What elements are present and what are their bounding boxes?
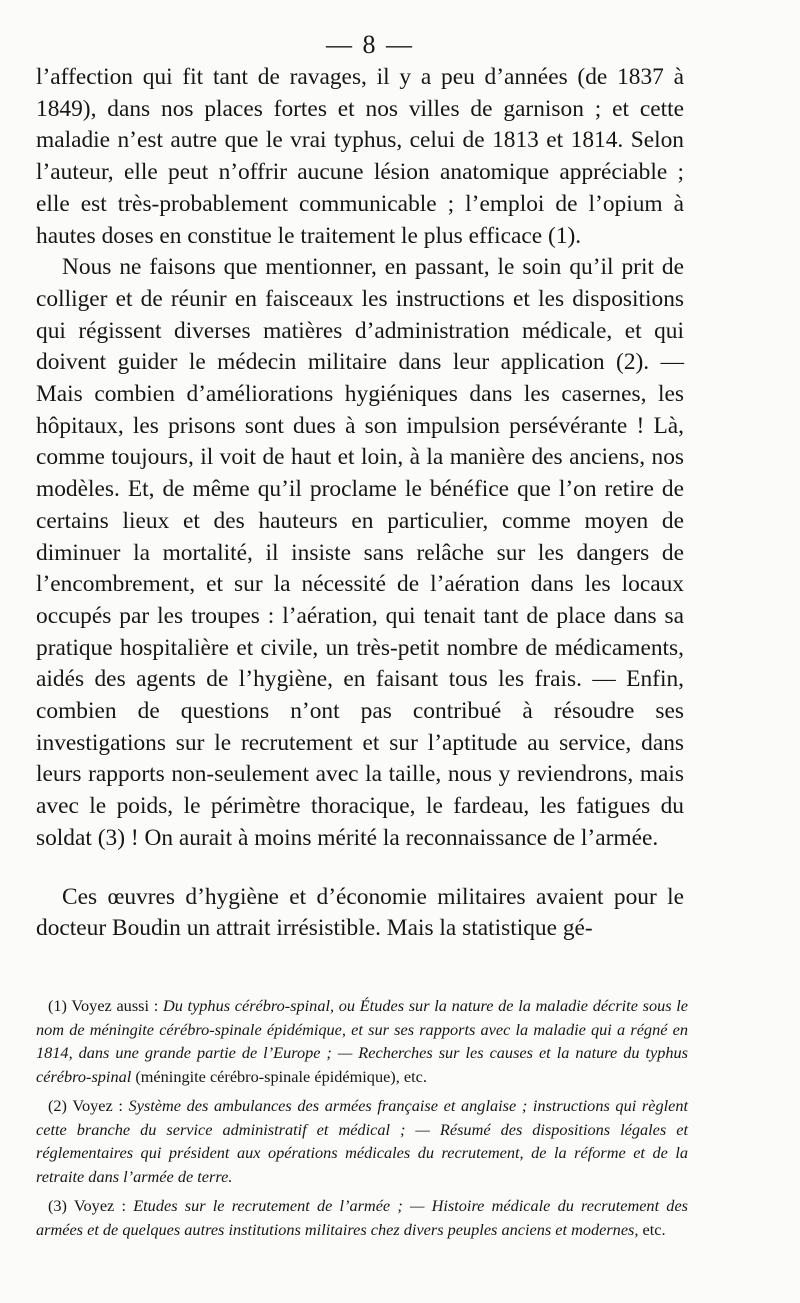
- footnote-1-marker: (1) Voyez aussi :: [48, 996, 159, 1015]
- footnote-2-title: Système des ambulances des armées française et anglaise ; instructions qui règlent cette branche du service administratif et médical ; — Résumé des dispositions légales et réglementaires qui président aux opérations médicales du recrutement, de la réforme et de la retraite dans l’armée de terre.: [36, 1096, 688, 1186]
- footnote-2: [36, 1094, 688, 1188]
- footnote-3-marker: (3) Voyez :: [48, 1196, 127, 1215]
- page-number: — 8 —: [326, 30, 414, 59]
- footnote-3: [36, 1194, 688, 1241]
- footnote-1-tail: (méningite cérébro-spinale épidémique), etc.: [135, 1066, 427, 1086]
- footnote-3-title: Etudes sur le recrutement de l’armée ; — Histoire médicale du recrutement des armées et de quelques autres institutions militaires chez divers peuples anciens et modernes,: [36, 1196, 689, 1239]
- footnote-3-tail: etc.: [642, 1219, 666, 1239]
- paragraph-1: l’affection qui fit tant de ravages, il y a peu d’années (de 1837 à 1849), dans nos places fortes et nos villes de garnison ; et cette maladie n’est autre que le vrai typhus, celui de 1813 et 1814. Selon l’auteur, elle peut n’offrir aucune lésion anatomique appréciable ; elle est très-probablement communicable ; l’emploi de l’opium à hautes doses en constitue le traitement le plus efficace (1).: [36, 64, 684, 249]
- footnote-1-title: Du typhus cérébro-spinal, ou Études sur la nature de la maladie décrite sous le nom de méningite cérébro-spinale épidémique, et sur ses rapports avec la maladie qui a régné en 1814, dans une grande partie de l’Europe ; — Recherches sur les causes et la nature du typhus cérébro-spinal: [36, 996, 689, 1086]
- paragraph-3: Ces œuvres d’hygiène et d’économie militaires avaient pour le docteur Boudin un attrait irrésistible. Mais la statistique gé-: [36, 883, 684, 942]
- footnote-1: [36, 994, 688, 1088]
- paragraph-2: Nous ne faisons que mentionner, en passant, le soin qu’il prit de colliger et de réunir en faisceaux les instructions et les dispositions qui régissent diverses matières d’administration médicale, et qui doivent guider le médecin militaire dans leur application (2). — Mais combien d’améliorations hygiéniques dans les casernes, les hôpitaux, les prisons sont dues à son impulsion persévérante ! Là, comme toujours, il voit de haut et loin, à la manière des anciens, nos modèles. Et, de même qu’il proclame le bénéfice que l’on retire de certains lieux et des hauteurs en particulier, comme moyen de diminuer la mortalité, il insiste sans relâche sur les dangers de l’encombrement, et sur la nécessité de l’aération dans les locaux occupés par les troupes : l’aération, qui tenait tant de place dans sa pratique hospitalière et civile, un très-petit nombre de médicaments, aidés des agents de l’hygiène, en faisant tous les frais. — Enfin, combien de questions n’ont pas contribué à résoudre ses investigations sur le recrutement et sur l’aptitude au service, dans leurs rapports non-seulement avec la taille, nous y reviendrons, mais avec le poids, le périmètre thoracique, le fardeau, les fatigues du soldat (3) ! On aurait à moins mérité la reconnaissance de l’armée.: [36, 254, 684, 851]
- main-text: [36, 62, 684, 945]
- footnotes: [36, 994, 688, 1247]
- footnote-2-marker: (2) Voyez :: [48, 1096, 123, 1115]
